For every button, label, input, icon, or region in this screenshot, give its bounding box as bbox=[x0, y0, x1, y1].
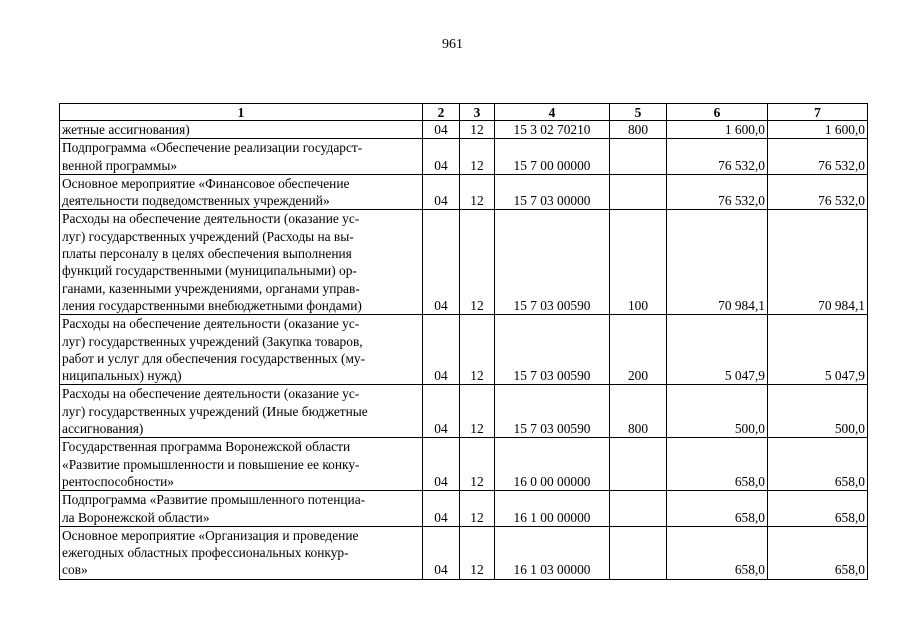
amount-cell: 658,0 bbox=[667, 491, 768, 527]
item-name-cell bbox=[60, 174, 423, 210]
amount-cell: 76 532,0 bbox=[667, 174, 768, 210]
item-name-line: ежегодных областных профессиональных конкур- bbox=[62, 545, 349, 561]
section-code-cell: 04 bbox=[423, 121, 460, 139]
item-name-cell bbox=[60, 121, 423, 139]
amount-cell: 5 047,9 bbox=[768, 315, 868, 385]
table-row bbox=[60, 139, 868, 175]
amount-cell: 1 600,0 bbox=[768, 121, 868, 139]
subsection-code-cell: 12 bbox=[460, 385, 495, 438]
item-name-line: луг) государственных учреждений (Закупка товаров, bbox=[62, 333, 363, 349]
subsection-code-cell: 12 bbox=[460, 121, 495, 139]
table-row bbox=[60, 491, 868, 527]
target-article-cell: 15 7 03 00590 bbox=[495, 385, 610, 438]
section-code-cell: 04 bbox=[423, 385, 460, 438]
section-code-cell: 04 bbox=[423, 210, 460, 315]
amount-cell: 76 532,0 bbox=[768, 174, 868, 210]
item-name-line: Расходы на обеспечение деятельности (оказание ус- bbox=[62, 211, 360, 227]
item-name-line: Расходы на обеспечение деятельности (оказание ус- bbox=[62, 386, 360, 402]
subsection-code-cell: 12 bbox=[460, 526, 495, 579]
item-name-line: сов» bbox=[62, 562, 88, 578]
item-name-cell bbox=[60, 139, 423, 175]
item-name-line: Основное мероприятие «Организация и проведение bbox=[62, 527, 359, 543]
expense-type-cell: 200 bbox=[610, 315, 667, 385]
table-row bbox=[60, 174, 868, 210]
item-name-line: ганами, казенными учреждениями, органами управ- bbox=[62, 280, 360, 296]
amount-cell: 658,0 bbox=[667, 526, 768, 579]
section-code-cell: 04 bbox=[423, 315, 460, 385]
item-name-line: жетные ассигнования) bbox=[62, 122, 190, 137]
item-name-cell bbox=[60, 526, 423, 579]
expense-type-cell: 800 bbox=[610, 121, 667, 139]
expense-type-cell: 800 bbox=[610, 385, 667, 438]
item-name-line: ниципальных) нужд) bbox=[62, 368, 182, 384]
subsection-code-cell: 12 bbox=[460, 491, 495, 527]
item-name-line: ла Воронежской области» bbox=[62, 509, 210, 525]
budget-table bbox=[59, 103, 868, 580]
amount-cell: 658,0 bbox=[667, 438, 768, 491]
column-header: 1 bbox=[60, 104, 423, 121]
column-header: 7 bbox=[768, 104, 868, 121]
item-name-line: Подпрограмма «Обеспечение реализации государст- bbox=[62, 140, 363, 156]
amount-cell: 76 532,0 bbox=[768, 139, 868, 175]
amount-cell: 70 984,1 bbox=[768, 210, 868, 315]
item-name-cell bbox=[60, 210, 423, 315]
item-name-line: Основное мероприятие «Финансовое обеспечение bbox=[62, 175, 350, 191]
item-name-line: платы персоналу в целях обеспечения выполнения bbox=[62, 246, 352, 262]
amount-cell: 1 600,0 bbox=[667, 121, 768, 139]
item-name-line: ассигнования) bbox=[62, 421, 144, 437]
item-name-cell bbox=[60, 315, 423, 385]
item-name-line: «Развитие промышленности и повышение ее конку- bbox=[62, 456, 360, 472]
subsection-code-cell: 12 bbox=[460, 174, 495, 210]
expense-type-cell bbox=[610, 526, 667, 579]
amount-cell: 76 532,0 bbox=[667, 139, 768, 175]
column-header: 5 bbox=[610, 104, 667, 121]
section-code-cell: 04 bbox=[423, 174, 460, 210]
item-name-line: функций государственными (муниципальными) ор- bbox=[62, 263, 357, 279]
item-name-line: рентоспособности» bbox=[62, 473, 174, 489]
item-name-line: ления государственными внебюджетными фондами) bbox=[62, 297, 362, 313]
target-article-cell: 15 7 03 00590 bbox=[495, 315, 610, 385]
column-header: 4 bbox=[495, 104, 610, 121]
amount-cell: 658,0 bbox=[768, 491, 868, 527]
amount-cell: 500,0 bbox=[768, 385, 868, 438]
target-article-cell: 15 7 00 00000 bbox=[495, 139, 610, 175]
item-name-cell bbox=[60, 491, 423, 527]
expense-type-cell: 100 bbox=[610, 210, 667, 315]
target-article-cell: 16 1 03 00000 bbox=[495, 526, 610, 579]
item-name-line: Расходы на обеспечение деятельности (оказание ус- bbox=[62, 316, 360, 332]
item-name-line: Государственная программа Воронежской области bbox=[62, 439, 351, 455]
section-code-cell: 04 bbox=[423, 491, 460, 527]
item-name-line: Подпрограмма «Развитие промышленного потенциа- bbox=[62, 492, 366, 508]
subsection-code-cell: 12 bbox=[460, 210, 495, 315]
target-article-cell: 16 0 00 00000 bbox=[495, 438, 610, 491]
table-row bbox=[60, 210, 868, 315]
item-name-line: венной программы» bbox=[62, 157, 178, 173]
expense-type-cell bbox=[610, 174, 667, 210]
item-name-line: луг) государственных учреждений (Расходы на вы- bbox=[62, 228, 354, 244]
column-header: 3 bbox=[460, 104, 495, 121]
amount-cell: 500,0 bbox=[667, 385, 768, 438]
column-header: 6 bbox=[667, 104, 768, 121]
item-name-line: деятельности подведомственных учреждений» bbox=[62, 193, 330, 209]
amount-cell: 70 984,1 bbox=[667, 210, 768, 315]
item-name-cell bbox=[60, 385, 423, 438]
expense-type-cell bbox=[610, 491, 667, 527]
target-article-cell: 15 7 03 00590 bbox=[495, 210, 610, 315]
target-article-cell: 15 3 02 70210 bbox=[495, 121, 610, 139]
header-row bbox=[60, 104, 868, 121]
subsection-code-cell: 12 bbox=[460, 438, 495, 491]
section-code-cell: 04 bbox=[423, 526, 460, 579]
expense-type-cell bbox=[610, 139, 667, 175]
target-article-cell: 15 7 03 00000 bbox=[495, 174, 610, 210]
table-row bbox=[60, 385, 868, 438]
item-name-cell bbox=[60, 438, 423, 491]
amount-cell: 5 047,9 bbox=[667, 315, 768, 385]
item-name-line: луг) государственных учреждений (Иные бюджетные bbox=[62, 403, 368, 419]
expense-type-cell bbox=[610, 438, 667, 491]
subsection-code-cell: 12 bbox=[460, 315, 495, 385]
table-row bbox=[60, 315, 868, 385]
table-row bbox=[60, 438, 868, 491]
subsection-code-cell: 12 bbox=[460, 139, 495, 175]
target-article-cell: 16 1 00 00000 bbox=[495, 491, 610, 527]
table-row bbox=[60, 121, 868, 139]
table-body bbox=[60, 121, 868, 580]
item-name-line: работ и услуг для обеспечения государственных (му- bbox=[62, 350, 366, 366]
column-header: 2 bbox=[423, 104, 460, 121]
section-code-cell: 04 bbox=[423, 438, 460, 491]
section-code-cell: 04 bbox=[423, 139, 460, 175]
amount-cell: 658,0 bbox=[768, 526, 868, 579]
amount-cell: 658,0 bbox=[768, 438, 868, 491]
page-number: 961 bbox=[442, 37, 463, 52]
table-row bbox=[60, 526, 868, 579]
